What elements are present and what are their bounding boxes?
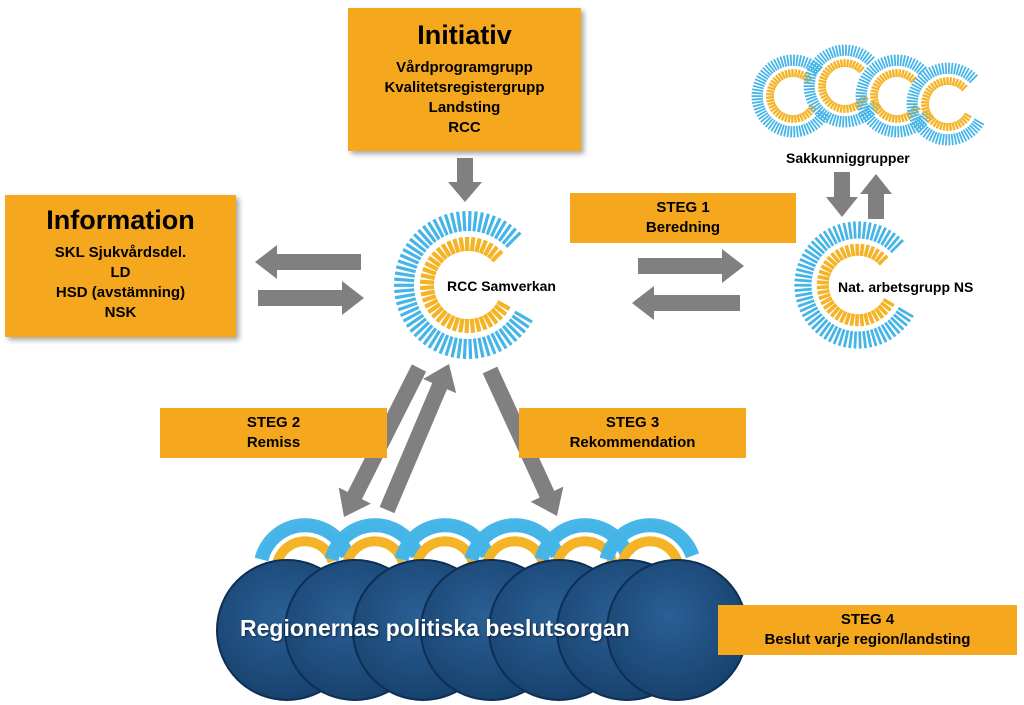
arrow-down-icon [826, 172, 858, 217]
expert-group-ring [907, 63, 984, 146]
step-3-subtitle: Rekommendation [569, 434, 696, 451]
step-1-title: STEG 1 [656, 199, 710, 216]
step-1-box [570, 193, 796, 243]
arrow-left-icon [255, 245, 361, 279]
step-1-subtitle: Beredning [645, 219, 721, 236]
step-2-box [160, 408, 387, 458]
step-3-box [519, 408, 746, 458]
arrow-up-icon [860, 174, 892, 219]
arrow-down-icon [448, 158, 482, 202]
regions-label: Regionernas politiska beslutsorgan [240, 615, 630, 641]
arrow-right-icon [258, 281, 364, 315]
arrow-right-icon [638, 249, 744, 283]
step-4-subtitle: Beslut varje region/landsting [764, 631, 971, 648]
initiative-line: Kvalitetsregistergrupp [384, 79, 545, 96]
information-title: Information [46, 205, 195, 235]
information-box [5, 195, 236, 337]
initiative-line: Vårdprogramgrupp [396, 59, 533, 76]
initiative-line: Landsting [428, 99, 501, 116]
information-line: NSK [104, 304, 137, 321]
information-line: LD [110, 264, 131, 281]
step-4-title: STEG 4 [840, 611, 895, 628]
expert-groups-label: Sakkunniggrupper [786, 150, 910, 166]
step-2-title: STEG 2 [246, 414, 301, 431]
arrow-left-icon [632, 286, 740, 320]
information-line: SKL Sjukvårdsdel. [54, 244, 187, 261]
step-4-box [718, 605, 1017, 655]
initiative-box [348, 8, 581, 151]
initiative-line: RCC [448, 119, 481, 136]
step-3-title: STEG 3 [605, 414, 660, 431]
initiative-title: Initiativ [417, 20, 512, 50]
national-group-label: Nat. arbetsgrupp NS [838, 279, 974, 295]
information-line: HSD (avstämning) [55, 284, 186, 301]
center-label: RCC Samverkan [447, 278, 556, 294]
step-2-subtitle: Remiss [246, 434, 301, 451]
